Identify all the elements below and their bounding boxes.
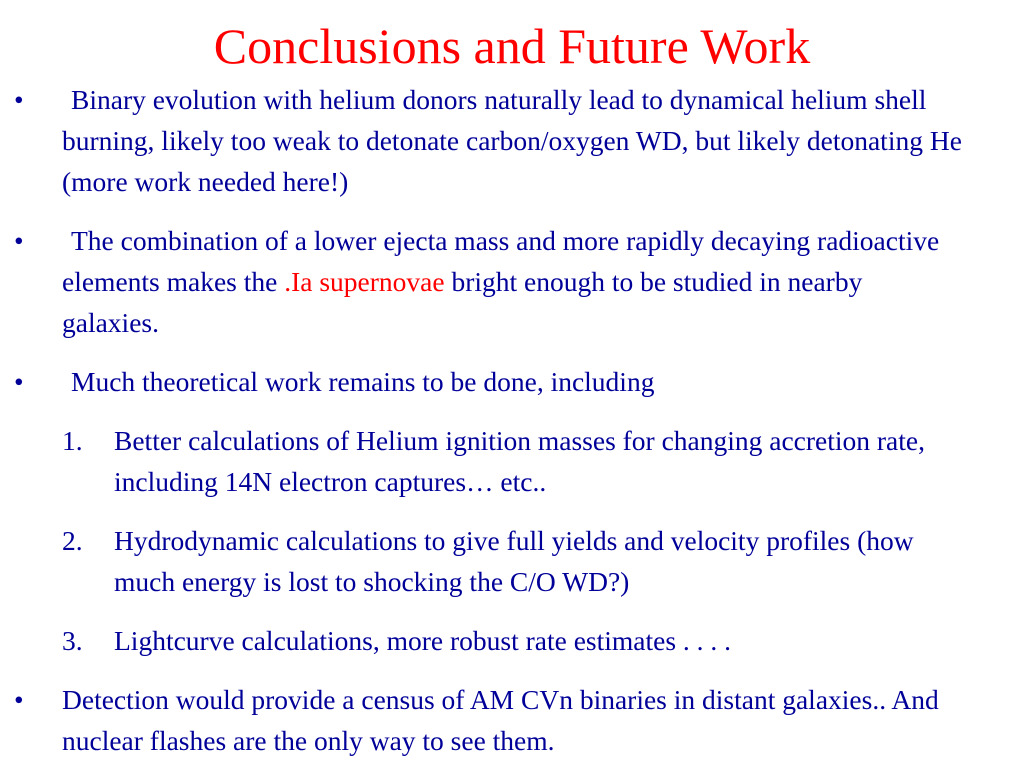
bullet-text: Detection would provide a census of AM CVn binaries in distant galaxies.. And nuclear flashes are the only way to see them. <box>62 684 939 756</box>
item-number: 1. <box>62 425 83 456</box>
item-text: Hydrodynamic calculations to give full yields and velocity profiles (how much energy is lost to shocking the C/O WD?) <box>114 525 914 597</box>
bullet-marker: • <box>14 84 24 115</box>
numbered-item <box>0 520 944 602</box>
bullet-marker: • <box>14 366 24 397</box>
bullet-text: Much theoretical work remains to be done, including <box>71 366 655 397</box>
item-number: 2. <box>62 525 83 556</box>
bullet-text-after: bright enough to be studied in nearby galaxies. <box>62 266 863 338</box>
item-text: Better calculations of Helium ignition masses for changing accretion rate, including 14N electron captures… etc.. <box>114 425 925 497</box>
bullet-item <box>0 79 962 202</box>
item-text: Lightcurve calculations, more robust rate estimates . . . . <box>114 625 732 656</box>
item-number: 3. <box>62 625 83 656</box>
numbered-item <box>0 620 944 661</box>
bullet-item <box>0 679 962 761</box>
slide-title: Conclusions and Future Work <box>213 18 811 74</box>
bullet-item <box>0 361 962 402</box>
bullet-marker: • <box>14 684 24 715</box>
bullet-marker: • <box>14 225 24 256</box>
bullet-item <box>0 220 962 343</box>
numbered-item <box>0 420 944 502</box>
bullet-text-before: The combination of a lower ejecta mass and more rapidly decaying radioactive elements makes the <box>62 225 940 297</box>
slide-body <box>0 79 1024 761</box>
highlight-term: .Ia supernovae <box>284 266 445 297</box>
bullet-text: Binary evolution with helium donors naturally lead to dynamical helium shell burning, likely too weak to detonate carbon/oxygen WD, but likely detonating He (more work needed here!) <box>62 84 962 197</box>
